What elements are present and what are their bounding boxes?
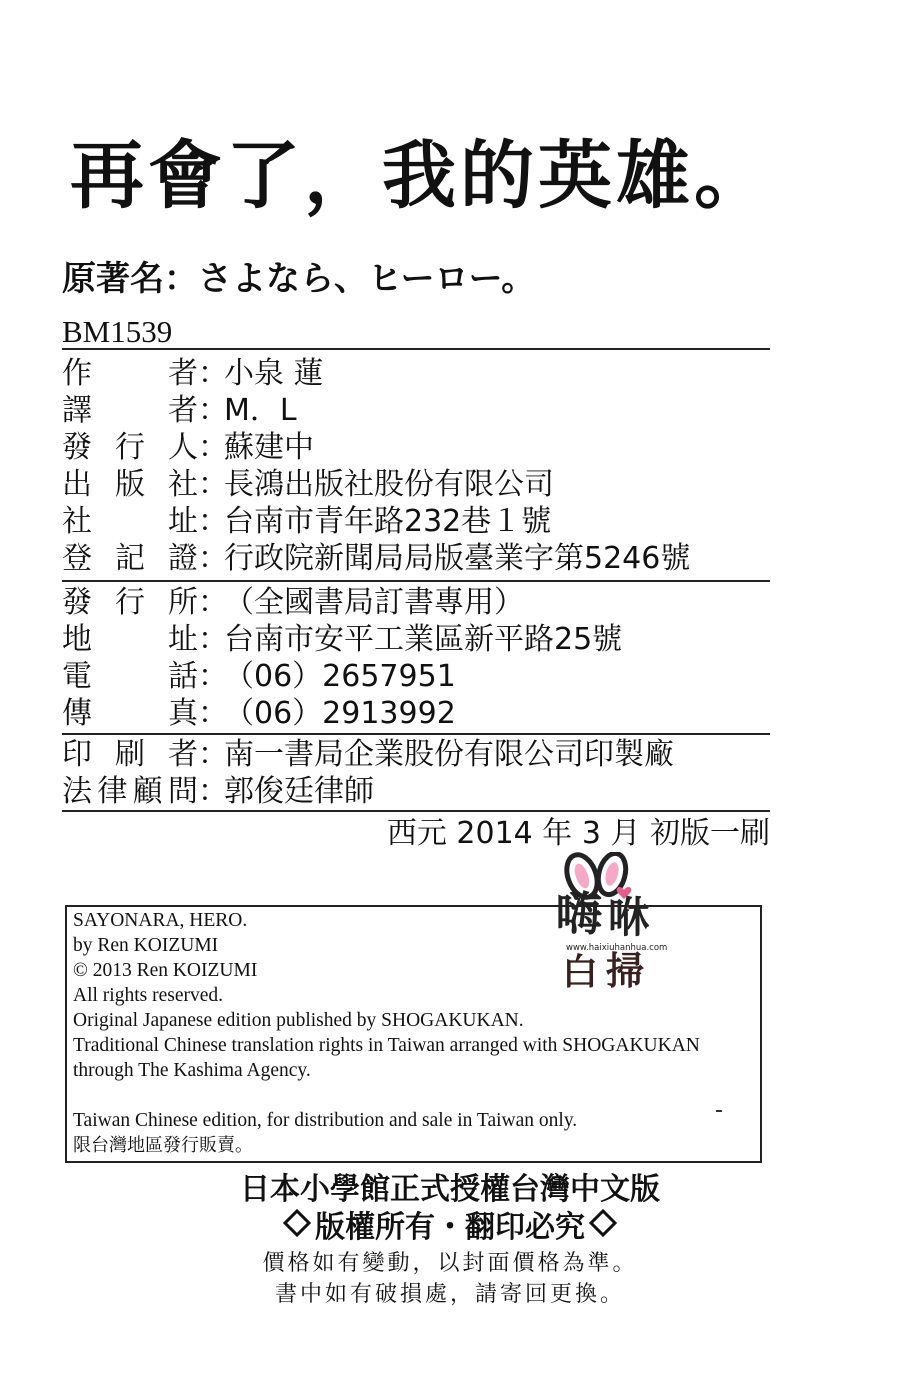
rights-text: 版權所有・翻印必究 bbox=[315, 1210, 585, 1245]
credit-label-char: 印 bbox=[62, 737, 92, 772]
credit-row bbox=[62, 393, 297, 429]
stray-mark bbox=[716, 1110, 722, 1112]
credit-label bbox=[62, 356, 198, 392]
credit-colon: ： bbox=[198, 622, 228, 657]
credit-label bbox=[62, 622, 198, 658]
credit-label bbox=[62, 393, 198, 429]
credit-row bbox=[62, 737, 674, 773]
credit-colon: ： bbox=[198, 659, 228, 694]
copyright-box bbox=[65, 905, 762, 1163]
credit-value: 小泉 蓮 bbox=[224, 356, 324, 391]
credit-value: 南一書局企業股份有限公司印製廠 bbox=[224, 737, 674, 772]
credit-label-char: 人 bbox=[168, 430, 198, 465]
copyright-line: Original Japanese edition published by SHOGAKUKAN. bbox=[73, 1010, 524, 1031]
copyright-line: through The Kashima Agency. bbox=[73, 1060, 311, 1081]
credit-label-char: 社 bbox=[168, 467, 198, 502]
credit-label-char: 譯 bbox=[62, 393, 92, 428]
credit-label-char: 登 bbox=[62, 541, 92, 576]
credit-row bbox=[62, 696, 456, 732]
book-title: 再會了，我的英雄。 bbox=[70, 133, 772, 219]
credit-label-char: 律 bbox=[97, 774, 128, 809]
credit-colon: ： bbox=[198, 356, 228, 391]
credit-row bbox=[62, 585, 524, 621]
divider bbox=[62, 810, 770, 812]
credit-label-char: 證 bbox=[168, 541, 198, 576]
credit-row bbox=[62, 659, 456, 695]
credit-label-char: 版 bbox=[115, 467, 145, 502]
copyright-line: by Ren KOIZUMI bbox=[73, 935, 219, 956]
credit-row bbox=[62, 504, 551, 540]
credit-value: 長鴻出版社股份有限公司 bbox=[224, 467, 554, 502]
credit-value: 郭俊廷律師 bbox=[224, 774, 374, 809]
credit-label-char: 行 bbox=[115, 585, 145, 620]
credit-label-char: 顧 bbox=[132, 774, 163, 809]
copyright-line: SAYONARA, HERO. bbox=[73, 910, 248, 931]
credit-label-char: 作 bbox=[62, 356, 92, 391]
credit-row bbox=[62, 356, 324, 392]
divider bbox=[62, 580, 770, 582]
diamond-icon bbox=[283, 1209, 311, 1237]
credit-value: 行政院新聞局局版臺業字第5246號 bbox=[224, 541, 691, 576]
credit-label-char: 者 bbox=[168, 393, 198, 428]
credit-row bbox=[62, 430, 314, 466]
damage-note: 書中如有破損處，請寄回更換。 bbox=[274, 1282, 625, 1307]
credit-colon: ： bbox=[198, 696, 228, 731]
credit-row bbox=[62, 541, 690, 577]
credit-label-char: 地 bbox=[62, 622, 92, 657]
credit-label bbox=[62, 504, 198, 540]
credit-label bbox=[62, 541, 198, 577]
credit-label-char: 話 bbox=[168, 659, 198, 694]
credit-value: 台南市青年路232巷１號 bbox=[224, 504, 552, 539]
divider bbox=[62, 348, 770, 350]
credit-row bbox=[62, 622, 622, 658]
credit-label-char: 所 bbox=[168, 585, 198, 620]
credit-label-char: 址 bbox=[168, 622, 198, 657]
copyright-line: Traditional Chinese translation rights in Taiwan arranged with SHOGAKUKAN bbox=[73, 1035, 700, 1056]
credit-colon: ： bbox=[198, 585, 228, 620]
credit-label bbox=[62, 585, 198, 621]
credit-colon: ： bbox=[198, 774, 228, 809]
credit-row bbox=[62, 774, 374, 810]
divider bbox=[62, 733, 770, 735]
credit-value: （全國書局訂書專用） bbox=[224, 585, 524, 620]
credit-label bbox=[62, 430, 198, 466]
logo-url: www.haixiuhanhua.com bbox=[566, 943, 668, 953]
credit-label-char: 出 bbox=[62, 467, 92, 502]
credit-label-char: 真 bbox=[168, 696, 198, 731]
copyright-line: 限台灣地區發行販賣。 bbox=[73, 1135, 253, 1156]
credit-value: 蘇建中 bbox=[224, 430, 314, 465]
credit-colon: ： bbox=[198, 504, 228, 539]
credit-label bbox=[62, 696, 198, 732]
credit-label bbox=[62, 737, 198, 773]
logo-text-right-top: 咻 bbox=[608, 893, 651, 942]
credit-value: （06）2657951 bbox=[224, 659, 456, 694]
credit-label bbox=[62, 659, 198, 695]
price-note: 價格如有變動，以封面價格為準。 bbox=[262, 1251, 638, 1276]
edition-date: 西元 2014 年 3 月 初版一刷 bbox=[386, 816, 770, 851]
copyright-line: © 2013 Ren KOIZUMI bbox=[73, 960, 258, 981]
credit-colon: ： bbox=[198, 393, 228, 428]
credit-colon: ： bbox=[198, 541, 228, 576]
credit-label-char: 發 bbox=[62, 430, 92, 465]
credit-label-char: 址 bbox=[168, 504, 198, 539]
credit-label bbox=[62, 467, 198, 503]
logo-text-bottom: 白 bbox=[562, 952, 599, 988]
credit-label-char: 行 bbox=[115, 430, 145, 465]
credit-label-char: 傳 bbox=[62, 696, 92, 731]
copyright-line: All rights reserved. bbox=[73, 985, 224, 1006]
credit-row bbox=[62, 467, 554, 503]
diamond-icon bbox=[589, 1209, 617, 1237]
credit-label bbox=[62, 774, 198, 810]
copyright-line: Taiwan Chinese edition, for distribution and sale in Taiwan only. bbox=[73, 1110, 578, 1131]
credit-label-char: 者 bbox=[168, 737, 198, 772]
logo-text-top: 嗨 bbox=[556, 887, 602, 941]
credit-label-char: 發 bbox=[62, 585, 92, 620]
credit-value: 台南市安平工業區新平路25號 bbox=[224, 622, 623, 657]
credit-colon: ： bbox=[198, 467, 228, 502]
credit-label-char: 社 bbox=[62, 504, 92, 539]
credit-colon: ： bbox=[198, 430, 228, 465]
credit-label-char: 問 bbox=[167, 774, 198, 809]
credit-value: M．L bbox=[224, 393, 297, 428]
catalog-code: BM1539 bbox=[62, 314, 173, 349]
rights-reserved bbox=[0, 1208, 900, 1248]
authorized-edition: 日本小學館正式授權台灣中文版 bbox=[240, 1172, 660, 1207]
credit-value: （06）2913992 bbox=[224, 696, 456, 731]
original-title: 原著名：さよなら、ヒーロー。 bbox=[62, 259, 536, 299]
logo-text-bottom-right: 掃 bbox=[606, 949, 645, 988]
credit-label-char: 電 bbox=[62, 659, 92, 694]
credit-label-char: 記 bbox=[115, 541, 145, 576]
credit-label-char: 刷 bbox=[115, 737, 145, 772]
credit-label-char: 法 bbox=[62, 774, 92, 809]
credit-colon: ： bbox=[198, 737, 228, 772]
credit-label-char: 者 bbox=[168, 356, 198, 391]
